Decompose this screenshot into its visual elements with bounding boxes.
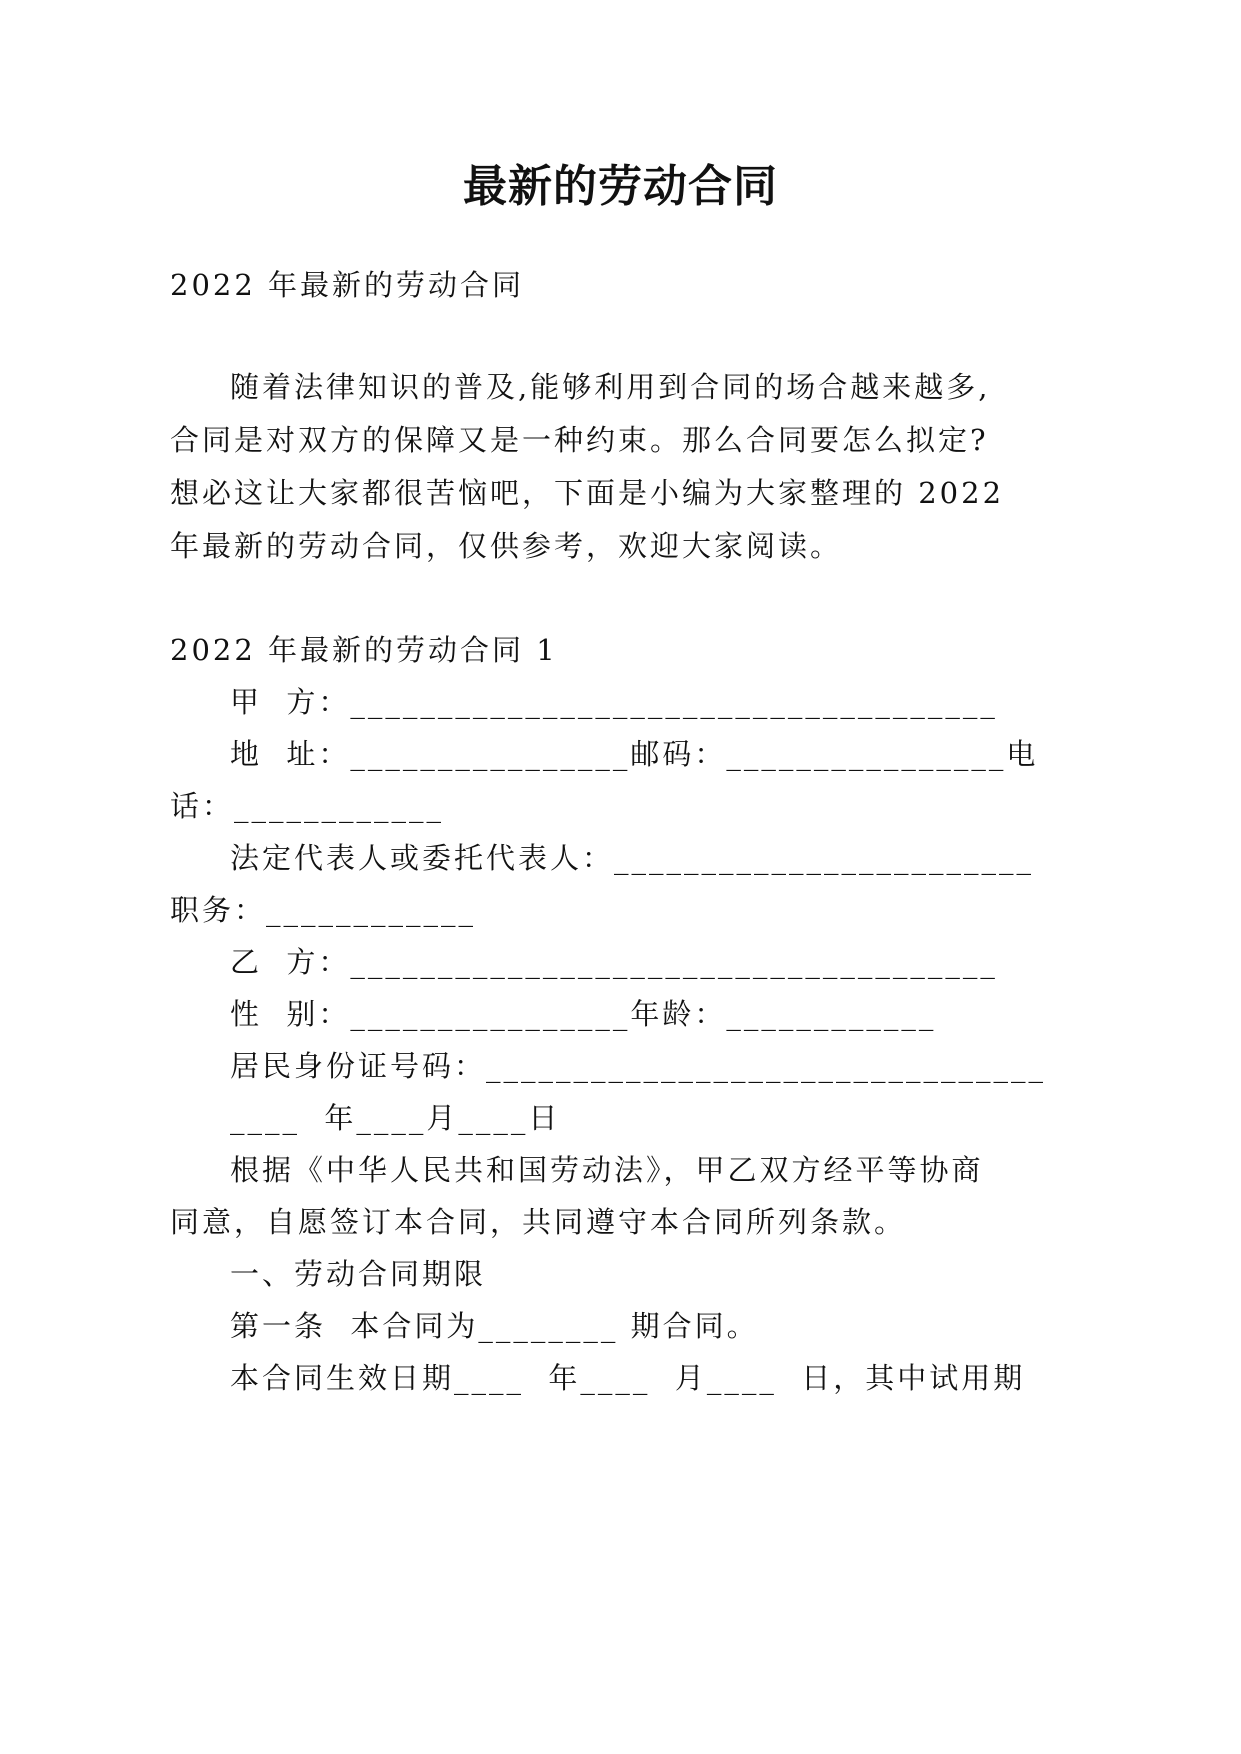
intro-line-4: 年最新的劳动合同，仅供参考，欢迎大家阅读。 <box>170 529 843 563</box>
field-legal-representative: 法定代表人或委托代表人：________________________ <box>230 841 1035 875</box>
intro-line-3: 想必这让大家都很苦恼吧，下面是小编为大家整理的 2022 <box>170 476 1005 510</box>
field-gender-age: 性 别：________________年龄：____________ <box>230 997 937 1031</box>
field-position: 职务：____________ <box>170 893 477 927</box>
field-id-number: 居民身份证号码：________________________________ <box>230 1049 1047 1083</box>
section-heading: 2022 年最新的劳动合同 1 <box>170 633 558 667</box>
intro-line-2: 合同是对双方的保障又是一种约束。那么合同要怎么拟定? <box>170 423 989 457</box>
field-party-b: 乙 方：_____________________________________ <box>230 945 998 979</box>
field-date: ____ 年____月____日 <box>230 1101 561 1135</box>
field-party-a: 甲 方：_____________________________________ <box>230 685 998 719</box>
document-title: 最新的劳动合同 <box>463 161 778 212</box>
intro-line-1: 随着法律知识的普及,能够利用到合同的场合越来越多, <box>230 370 991 404</box>
article-1: 第一条 本合同为________ 期合同。 <box>230 1309 759 1343</box>
chapter-heading: 一、劳动合同期限 <box>230 1257 487 1291</box>
body-line-2: 同意，自愿签订本合同，共同遵守本合同所列条款。 <box>170 1205 907 1239</box>
document-subtitle: 2022 年最新的劳动合同 <box>170 268 525 302</box>
body-line-1: 根据《中华人民共和国劳动法》，甲乙双方经平等协商 <box>230 1153 984 1187</box>
effective-date-line: 本合同生效日期____ 年____ 月____ 日，其中试用期 <box>230 1361 1026 1395</box>
field-phone: 话：____________ <box>170 789 445 823</box>
field-address-postcode-phone: 地 址：________________邮码：________________电 <box>230 737 1039 771</box>
